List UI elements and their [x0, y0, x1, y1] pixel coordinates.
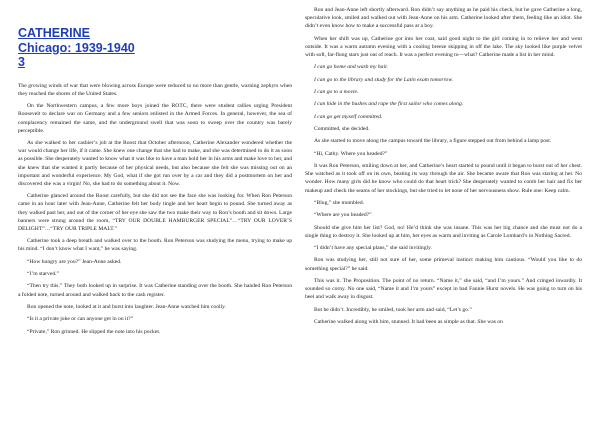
paragraph: On the Northwestern campus, a few more boys joined the ROTC, there were student rallies urging President Roosevelt to declare war on Germany and a few seniors enlisted in the Armed Forces. In general, however, the sea of complacency remained the same, and the underground swell that was soon to sweep over the country was barely perceptible.	[18, 103, 292, 134]
paragraph: “Then try this.” They both looked up in surprise. It was Catherine standing over the booth. She handed Ron Peterson a folded note, turned around and walked back to the cash register.	[18, 283, 292, 298]
paragraph: “Is it a private joke or can anyone get in on it?”	[27, 316, 134, 323]
list-item-thought: I can go to the library and study for the Latin exam tomorrow.	[314, 76, 454, 83]
paragraph: As she started to move along the campus toward the library, a figure stepped out from behind a lamp post.	[314, 138, 552, 145]
list-item-thought: I can hide in the bushes and rape the first sailor who comes along.	[314, 101, 464, 108]
paragraph: Ron and Jean-Anne left shortly afterward. Ron didn’t say anything as he paid his check, but he gave Catherine a long, speculative look, smiled and walked out with Jean-Anne on his arm. Catherine looked after them, feeling like an idiot. She didn’t even know how to make a successful pass at a boy.	[305, 7, 582, 30]
chapter-heading[interactable]	[18, 26, 292, 70]
paragraph: But he didn’t. Incredibly, he smiled, took her arm and said, “Let’s go.”	[314, 306, 472, 313]
paragraph: Catherine glanced around the Roost carefully, but she did not see the face she was looking for. When Ron Peterson came in an hour later with Jean-Anne, Catherine felt her body tingle and her heart begin to pound. She turned away as they walked past her, and out of the corner of her eye she saw the two make their way to Ron’s booth and sit down. Large banners were strung around the room, “TRY OUR DOUBLE HAMBURGER SPECIAL”…“TRY OUR LOVER’S DELIGHT”…“TRY OUR TRIPLE MALT.”	[18, 193, 292, 232]
paragraph: “How hungry are you?” Jean-Anne asked.	[27, 258, 122, 265]
paragraph: “Hi, Cathy. Where you headed?”	[314, 150, 388, 157]
right-column	[305, 6, 582, 330]
paragraph: Should she give him her list? God, no! He’d think she was insane. This was her big chance and she must not do a single thing to destroy it. She looked up at him, her eyes as warm and inviting as Carole Lombard’s in Nothing Sacred.	[305, 224, 582, 239]
paragraph: Catherine took a deep breath and walked over to the booth. Ron Peterson was studying the menu, trying to make up his mind. “I don’t know what I want,” he was saying.	[18, 238, 292, 253]
paragraph: The growing winds of war that were blowing across Europe were reduced to no more than gentle, warning zephyrs when they reached the shores of the United States.	[18, 82, 292, 97]
paragraph: Ron opened the note, looked at it and burst into laughter. Jean-Anne watched him coolly.	[27, 303, 226, 310]
left-column	[18, 26, 292, 340]
paragraph: As she walked to her cashier’s job at the Roost that October afternoon, Catherine Alexander wondered whether the war would change her life, if it came. She knew one change that she had to make, and she was determined to do it as soon as possible. She desperately wanted to know what it was like to have a man hold her in his arms and make love to her, and she knew that she wanted it partly because of her physical needs, but also because she felt she was missing out on an important and wonderful experience. My God, what if she got run over by a car and they did a postmortem on her and discovered she was a virgin! No, she had to do something about it. Now.	[18, 140, 292, 187]
paragraph: When her shift was up, Catherine got into her coat, said good night to the girl coming in to relieve her and went outside. It was a warm autumn evening with a cooling breeze skipping in off the lake. The sky looked like purple velvet with soft, far-flung stars just out of reach. It was a perfect evening to—what? Catherine made a list in her mind.	[305, 35, 582, 58]
list-item-thought: I can go get myself committed.	[314, 113, 383, 120]
paragraph: Ron was studying her, still not sure of her, some primeval instinct making him cautious. “Would you like to do something special?” he said.	[305, 257, 582, 272]
paragraph: Committed, she decided.	[314, 126, 370, 133]
paragraph: It was Ron Peterson, smiling down at her, and Catherine’s heart started to pound until it began to burst out of her chest. She watched as it took off on its own, beating its way through the air. She became aware that Ron was staring at her. No wonder. How many girls did he know who could do that heart trick? She desperately wanted to comb her hair and fix her makeup and check the seams of her stockings, but she tried to let none of her nervousness show. Rule one: Keep calm.	[305, 163, 582, 194]
paragraph: “I didn’t have any special plans,” she said invitingly.	[314, 245, 432, 252]
paragraph: “Blug,” she mumbled.	[314, 199, 365, 206]
list-item-thought: I can go home and wash my hair.	[314, 64, 388, 71]
paragraph: This was it. The Proposition. The point of no return. “Name it,” she said, “and I’m yours.” And cringed inwardly. It sounded so corny. No one said, “Name it and I’m yours” except in bad Fannie Hurst novels. He was going to turn on his heel and walk away in disgust.	[305, 277, 582, 301]
paragraph: “Private,” Ron grinned. He slipped the note into his pocket.	[27, 328, 161, 335]
paragraph: “Where are you headed?”	[314, 212, 372, 219]
chapter-title: CATHERINE	[18, 26, 90, 40]
chapter-number: 3	[18, 55, 25, 70]
paragraph: Catherine walked along with him, stunned. It had been as simple as that. She was on	[314, 318, 503, 325]
list-item-thought: I can go to a movie.	[314, 89, 359, 95]
paragraph: “I’m starved.”	[27, 271, 59, 278]
chapter-setting: Chicago: 1939-1940	[18, 40, 135, 55]
